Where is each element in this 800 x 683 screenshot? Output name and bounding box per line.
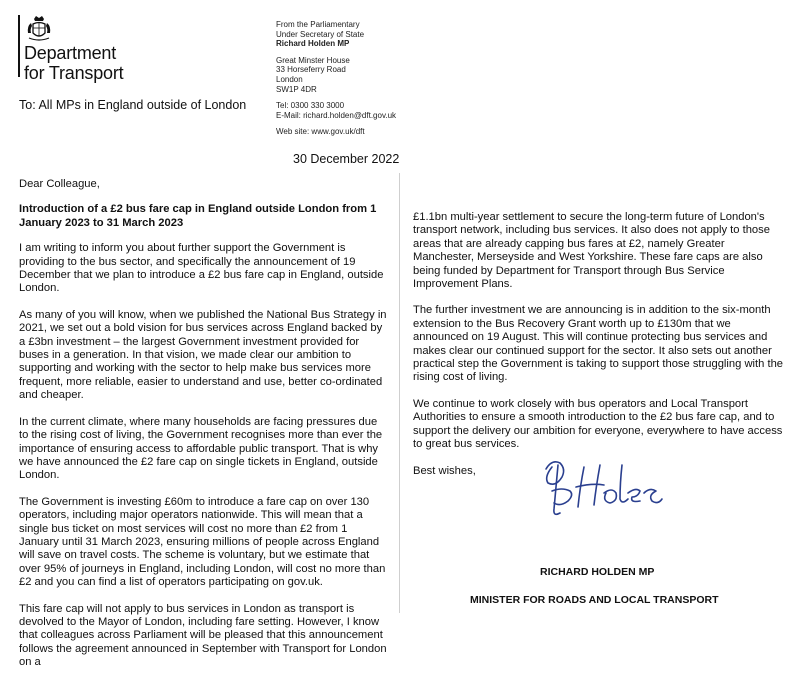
body-paragraph: £1.1bn multi-year settlement to secure the long-term future of London's transport network, including bus services. It also does not apply to those areas that are already capping bus fares at £2, namely Greater Manchester, Merseyside and West Yorkshire. These fare caps are also being funded by Department for Transport through Bus Service Improvement Plans. <box>413 211 770 291</box>
dft-logo <box>24 13 154 83</box>
sender-address1: Great Minster House <box>276 55 350 65</box>
salutation: Dear Colleague, <box>19 178 100 190</box>
letter-body-left <box>19 178 387 683</box>
sender-line2: Under Secretary of State <box>276 29 365 39</box>
org-name-line2: for Transport <box>24 63 124 83</box>
letter-date: 30 December 2022 <box>293 152 400 166</box>
body-paragraph: The Government is investing £60m to introduce a fare cap on over 130 operators, including major operators nationwide. This will mean that a single bus ticket on most services will cost no more than £2 from 1 January until 31 March 2023, ensuring millions of people across England will save on travel costs. The scheme is voluntary, but we estimate that over 95% of journeys in England, including London, will cost no more than £2 and you can find a list of operators participating on gov.uk. <box>19 495 386 589</box>
body-paragraph: We continue to work closely with bus operators and Local Transport Authorities to ensure a smooth introduction to the £2 bus fare cap, and to support the delivery our ambition for everyone, everywhere to have access to great bus services. <box>413 397 783 451</box>
sender-name: Richard Holden MP <box>276 39 350 49</box>
closing: Best wishes, <box>413 464 476 477</box>
sender-line1: From the Parliamentary <box>276 20 360 29</box>
sender-address-block <box>276 20 396 137</box>
sender-address4: SW1P 4DR <box>276 84 317 94</box>
sender-tel: Tel: 0300 330 3000 <box>276 101 345 111</box>
column-divider <box>399 173 400 613</box>
handwritten-signature-icon <box>540 447 670 532</box>
letter-heading: Introduction of a £2 bus fare cap in England outside London from 1 January 2023 to 31 March 2023 <box>19 203 377 229</box>
royal-coat-of-arms-icon <box>24 13 54 43</box>
body-paragraph: The further investment we are announcing is in addition to the six-month extension to the Bus Recovery Grant worth up to £130m that we announced on 19 August. This will continue protecting bus services and makes clear our continued support for the sector. It also sets out another practical step the Government is taking to support those struggling with the rising cost of living. <box>413 304 784 384</box>
org-name-line1: Department <box>24 43 117 63</box>
body-paragraph: As many of you will know, when we published the National Bus Strategy in 2021, we set out a bold vision for bus services across England backed by a £3bn investment – the largest Government investment provided for buses in a generation. In that vision, we made clear our ambition to supporting and working with the sector to help make bus services more frequent, more reliable, easier to understand and use, better co-ordinated and cheaper. <box>19 308 387 402</box>
body-paragraph: This fare cap will not apply to bus services in London as transport is devolved to the Mayor of London, including fare setting. However, I know that colleagues across Parliament will be pleased that this announcement follows the agreement announced in September with Transport for London on a <box>19 602 387 669</box>
sender-address2: 33 Horseferry Road <box>276 65 346 75</box>
sender-email: E-Mail: richard.holden@dft.gov.uk <box>276 110 397 120</box>
body-paragraph: I am writing to inform you about further support the Government is providing to the bus sector, and specifically the announcement of 19 December that we plan to introduce a £2 bus fare cap in England, outside London. <box>19 242 384 295</box>
sender-address3: London <box>276 74 303 84</box>
body-paragraph: In the current climate, where many households are facing pressures due to the rising cost of living, the Government recognises more than ever the importance of ensuring access to affordable public transport. That is why we have announced the £2 fare cap on single tickets in England, outside London. <box>19 415 383 482</box>
letterhead-rule <box>18 15 20 77</box>
signer-title: MINISTER FOR ROADS AND LOCAL TRANSPORT <box>470 594 719 606</box>
sender-web: Web site: www.gov.uk/dft <box>276 127 365 137</box>
recipient-line: To: All MPs in England outside of London <box>19 98 247 112</box>
signer-name: RICHARD HOLDEN MP <box>540 566 655 578</box>
